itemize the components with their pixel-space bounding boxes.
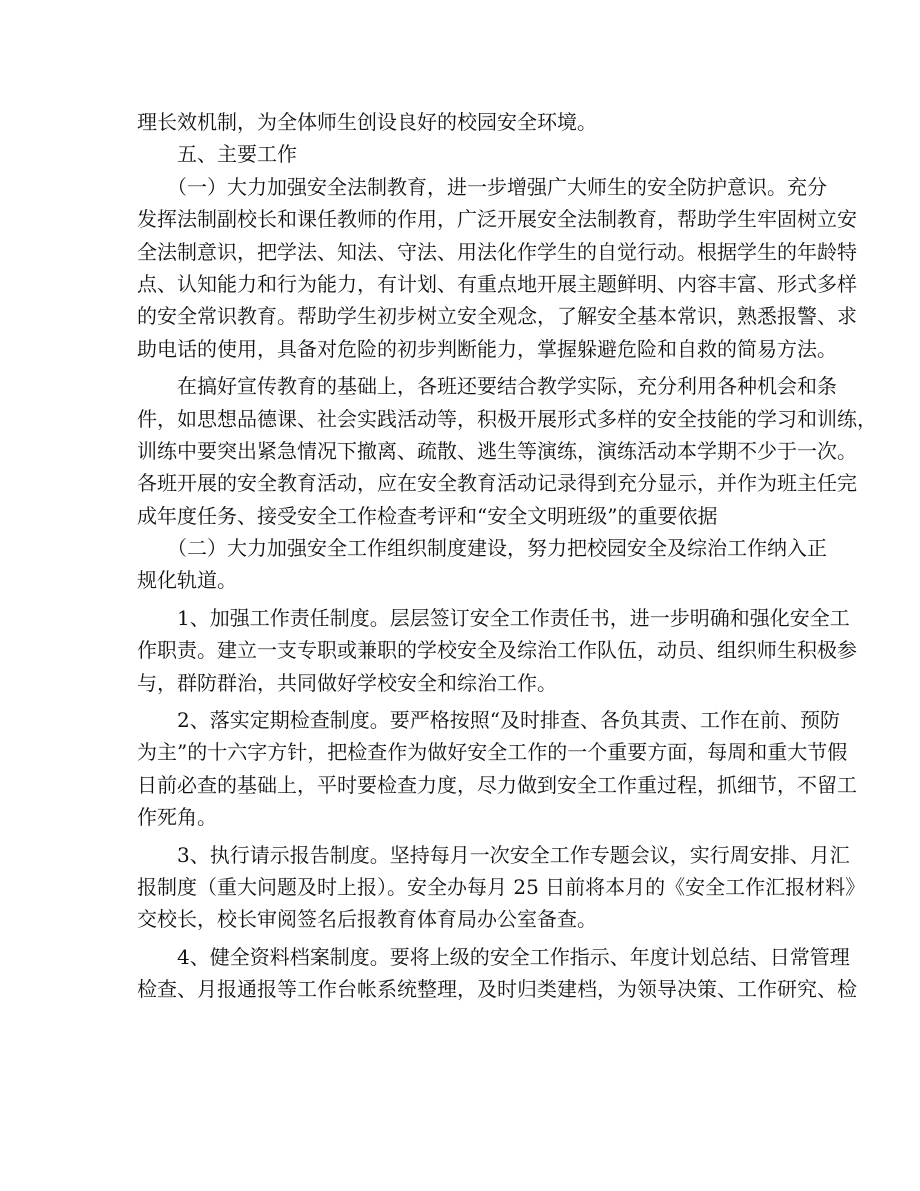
text-line: 件，如思想品德课、社会实践活动等，积极开展形式多样的安全技能的学习和训练， (137, 406, 877, 431)
text-line: 2、落实定期检查制度。要严格按照“及时排查、各负其责、工作在前、预防 (177, 708, 840, 733)
text-line: 助电话的使用，具备对危险的初步判断能力，掌握躲避危险和自救的简易方法。 (137, 336, 837, 361)
text-line: 成年度任务、接受安全工作检查考评和“安全文明班级”的重要依据 (137, 503, 718, 528)
text-line: 全法制意识，把学法、知法、守法、用法化作学生的自觉行动。根据学生的年龄特 (137, 239, 857, 264)
text-line: 与，群防群治，共同做好学校安全和综治工作。 (137, 670, 557, 695)
text-line: 作职责。建立一支专职或兼职的学校安全及综治工作队伍，动员、组织师生积极参 (137, 638, 857, 663)
text-line: 作死角。 (137, 805, 217, 830)
text-line: 4、健全资料档案制度。要将上级的安全工作指示、年度计划总结、日常管理 (177, 944, 850, 969)
section-heading: 五、主要工作 (177, 142, 297, 167)
text-line: 3、执行请示报告制度。坚持每月一次安全工作专题会议，实行周安排、月汇 (177, 842, 850, 867)
text-line: 在搞好宣传教育的基础上，各班还要结合教学实际，充分利用各种机会和条 (177, 374, 837, 399)
text-line: 各班开展的安全教育活动，应在安全教育活动记录得到充分显示，并作为班主任完 (137, 471, 857, 496)
text-line: （二）大力加强安全工作组织制度建设，努力把校园安全及综治工作纳入正 (167, 536, 827, 561)
text-line: 交校长，校长审阅签名后报教育体育局办公室备查。 (137, 907, 597, 932)
text-line: 为主”的十六字方针，把检查作为做好安全工作的一个重要方面，每周和重大节假 (137, 740, 848, 765)
text-line: 报制度（重大问题及时上报）。安全办每月 25 日前将本月的《安全工作汇报材料》 (137, 874, 866, 899)
text-line: （一）大力加强安全法制教育，进一步增强广大师生的安全防护意识。充分 (167, 174, 827, 199)
text-line: 检查、月报通报等工作台帐系统整理，及时归类建档，为领导决策、工作研究、检 (137, 977, 857, 1002)
text-line: 训练中要突出紧急情况下撤离、疏散、逃生等演练，演练活动本学期不少于一次。 (137, 438, 857, 463)
text-line: 理长效机制，为全体师生创设良好的校园安全环境。 (137, 110, 597, 134)
text-line: 1、加强工作责任制度。层层签订安全工作责任书，进一步明确和强化安全工 (177, 605, 850, 630)
text-line: 规化轨道。 (137, 568, 237, 593)
text-line: 发挥法制副校长和课任教师的作用，广泛开展安全法制教育，帮助学生牢固树立安 (137, 207, 857, 232)
text-line: 的安全常识教育。帮助学生初步树立安全观念，了解安全基本常识，熟悉报警、求 (137, 304, 857, 329)
text-line: 日前必查的基础上，平时要检查力度，尽力做到安全工作重过程，抓细节，不留工 (137, 772, 857, 797)
text-line: 点、认知能力和行为能力，有计划、有重点地开展主题鲜明、内容丰富、形式多样 (137, 271, 857, 296)
document-body (137, 106, 877, 1006)
